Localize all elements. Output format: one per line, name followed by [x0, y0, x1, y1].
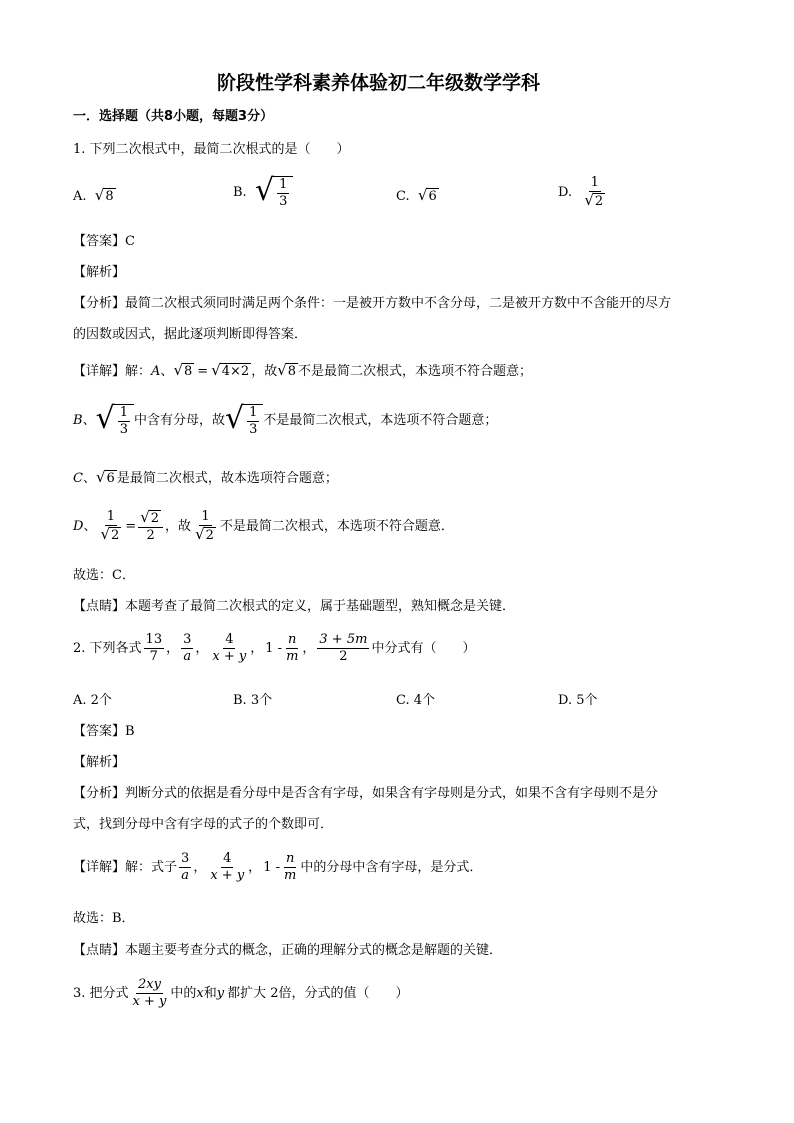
q2-option-c: C. 4个	[396, 693, 436, 708]
q1-option-a	[73, 188, 116, 204]
sqrt-one-third: √ $\frac{1}{3}$	[255, 176, 293, 208]
sqrt-8: √ 8	[94, 186, 114, 204]
q2-dianjing: 【点睛】本题主要考查分式的概念，正确的理解分式的概念是解题的关键．	[73, 943, 503, 958]
section-heading: 一．选择题（共8小题，每题3分）	[73, 109, 274, 124]
option-label: B.	[233, 184, 247, 200]
q1-analysis-tag: 【解析】	[73, 265, 126, 280]
sqrt-6: √ 6	[417, 186, 437, 204]
q1-option-d	[558, 176, 609, 209]
q2-answer: 【答案】B	[73, 724, 135, 739]
q1-detail-b: B 、 √ $\frac{1}{3}$ 中含有分母，故 √ $\frac{1}{3}$ 不是最简二次根式，本选项不符合题意；	[73, 401, 498, 437]
q2-option-d: D. 5个	[558, 693, 598, 708]
q1-detail-d: D 、 1 √ 2 = √ 2 2 ，故 1 √ 2 不是最简二次根式，本选项不符合题意．	[73, 508, 454, 544]
q2-choose: 故选：B．	[73, 911, 135, 926]
option-label: D.	[558, 184, 573, 200]
option-label: A.	[73, 188, 87, 204]
q2-fenxi-2: 式，找到分母中含有字母的式子的个数即可．	[73, 817, 334, 832]
q1-option-b	[233, 173, 293, 209]
q1-stem: 1. 下列二次根式中，最简二次根式的是（ ）	[73, 142, 350, 157]
page-title: 阶段性学科素养体验初二年级数学学科	[217, 72, 541, 94]
option-label: C.	[396, 188, 410, 204]
q2-analysis-tag: 【解析】	[73, 755, 126, 770]
q1-fenxi-2: 的因数或因式，据此逐项判断即得答案．	[73, 327, 308, 342]
q1-detail-c: C 、 √ 6 是最简二次根式，故本选项符合题意；	[73, 468, 338, 486]
q2-stem: 2. 下列各式 $\frac{13}{7}$ ， $\frac{3}{a}$ ， $\frac{4}{x + y}$ ， 1 - $\frac{n}{m}$ ， $\frac{3 + 5m}{2}$ 中分式有（ ）	[73, 632, 476, 664]
q1-option-c	[396, 188, 439, 204]
q1-choose: 故选：C．	[73, 568, 135, 583]
q2-option-b: B. 3个	[233, 693, 273, 708]
q1-answer: 【答案】C	[73, 234, 135, 249]
q2-option-a: A. 2个	[73, 693, 112, 708]
q1-dianjing: 【点睛】本题考查了最简二次根式的定义，属于基础题型，熟知概念是关键．	[73, 599, 516, 614]
q1-detail-a: 【详解】 解： A 、 √ 8 = √ 4×2 ，故 √ 8 不是最简二次根式，本选项不符合题意；	[73, 361, 533, 379]
q2-detail: 【详解】 解：式子 $\frac{3}{a}$ ， $\frac{4}{x + y}$ ， 1 - $\frac{n}{m}$ 中的分母中含有字母，是分式．	[73, 851, 483, 883]
q1-fenxi: 【分析】最简二次根式须同时满足两个条件：一是被开方数中不含分母，二是被开方数中不含能开的尽方	[73, 296, 672, 311]
one-over-sqrt2: 1 √ 2	[584, 175, 604, 209]
q3-stem: 3. 把分式 $\frac{2xy}{x + y}$ 中的 x 和 y 都扩大 2倍，分式的值（ ）	[73, 977, 409, 1009]
q2-fenxi: 【分析】判断分式的依据是看分母中是否含有字母，如果含有字母则是分式，如果不含有字母则不是分	[73, 786, 659, 801]
